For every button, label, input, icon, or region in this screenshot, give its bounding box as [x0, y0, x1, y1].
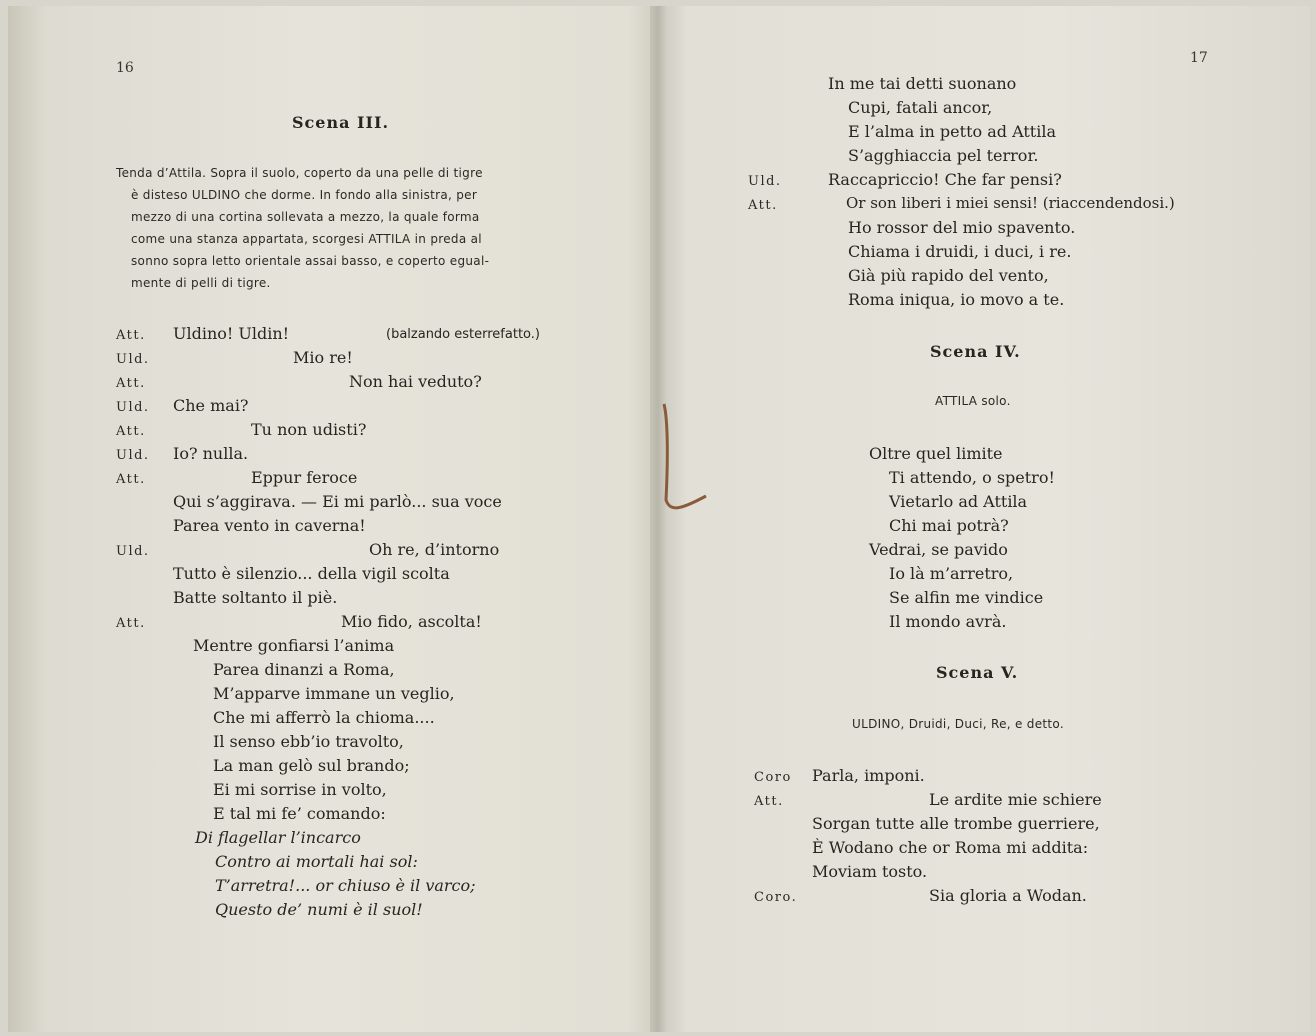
speaker-label: Uld.: [116, 352, 150, 367]
speaker-label: Uld.: [748, 174, 782, 189]
speaker-label: Att.: [748, 198, 778, 213]
scene-title: Scena IV.: [930, 342, 1021, 361]
speaker-label: Att.: [754, 794, 784, 809]
dialogue-line: Eppur feroce: [251, 468, 358, 487]
stage-direction-line: è disteso ULDINO che dorme. In fondo alla sinistra, per: [131, 188, 478, 202]
verse-line: Che mi afferrò la chioma....: [213, 708, 435, 727]
italic-verse-line: Questo de’ numi è il suol!: [215, 900, 423, 919]
dialogue-line: È Wodano che or Roma mi addita:: [812, 838, 1089, 857]
stage-direction-line: mezzo di una cortina sollevata a mezzo, la quale forma: [131, 210, 480, 224]
binding-thread: [660, 400, 710, 520]
stage-direction-line: come una stanza appartata, scorgesi ATTILA in preda al: [131, 232, 482, 246]
dialogue-line: Uldino! Uldin!: [173, 324, 290, 343]
page-number-left: 16: [116, 60, 134, 76]
dialogue-line: Ho rossor del mio spavento.: [848, 218, 1076, 237]
dialogue-line: Tutto è silenzio... della vigil scolta: [173, 564, 450, 583]
page-number-right: 17: [1190, 50, 1208, 66]
speaker-label: Uld.: [116, 544, 150, 559]
speaker-label: Att.: [116, 616, 146, 631]
dialogue-line: Batte soltanto il piè.: [173, 588, 338, 607]
verse-line: Se alfin me vindice: [889, 588, 1044, 607]
verse-line: Parea dinanzi a Roma,: [213, 660, 395, 679]
dialogue-line: Sorgan tutte alle trombe guerriere,: [812, 814, 1100, 833]
italic-verse-line: Contro ai mortali hai sol:: [215, 852, 418, 871]
dialogue-line: Mio re!: [293, 348, 353, 367]
dialogue-line: Mio fido, ascolta!: [341, 612, 482, 631]
speaker-label: Uld.: [116, 400, 150, 415]
speaker-label: Att.: [116, 472, 146, 487]
speaker-label: Att.: [116, 328, 146, 343]
verse-line: La man gelò sul brando;: [213, 756, 410, 775]
italic-verse-line: Di flagellar l’incarco: [195, 828, 361, 847]
dialogue-line: Non hai veduto?: [349, 372, 482, 391]
italic-verse-line: T’arretra!... or chiuso è il varco;: [215, 876, 476, 895]
verse-line: S’agghiaccia pel terror.: [848, 146, 1039, 165]
verse-line: Ei mi sorrise in volto,: [213, 780, 387, 799]
verse-line: Vietarlo ad Attila: [889, 492, 1028, 511]
stage-direction-line: ATTILA solo.: [935, 394, 1011, 408]
dialogue-line: Le ardite mie schiere: [929, 790, 1102, 809]
dialogue-line: Qui s’aggirava. — Ei mi parlò... sua voce: [173, 492, 502, 511]
dialogue-line: Tu non udisti?: [251, 420, 367, 439]
stage-direction-line: ULDINO, Druidi, Duci, Re, e detto.: [852, 717, 1064, 731]
speaker-label: Uld.: [116, 448, 150, 463]
scene-title: Scena V.: [936, 663, 1019, 682]
dialogue-line: Chiama i druidi, i duci, i re.: [848, 242, 1072, 261]
verse-line: Il senso ebb’io travolto,: [213, 732, 404, 751]
stage-direction-line: Tenda d’Attila. Sopra il suolo, coperto da una pelle di tigre: [116, 166, 483, 180]
stage-aside: (balzando esterrefatto.): [386, 327, 540, 342]
verse-line: Io là m’arretro,: [889, 564, 1014, 583]
verse-line: Chi mai potrà?: [889, 516, 1009, 535]
dialogue-line: Già più rapido del vento,: [848, 266, 1049, 285]
verse-line: E l’alma in petto ad Attila: [848, 122, 1056, 141]
verse-line: In me tai detti suonano: [828, 74, 1017, 93]
verse-line: Cupi, fatali ancor,: [848, 98, 993, 117]
dialogue-line: Moviam tosto.: [812, 862, 928, 881]
speaker-label: Coro: [754, 770, 792, 785]
speaker-label: Att.: [116, 424, 146, 439]
verse-line: Oltre quel limite: [869, 444, 1003, 463]
dialogue-line: Or son liberi i miei sensi! (riaccendendosi.): [846, 194, 1175, 212]
dialogue-line: Io? nulla.: [173, 444, 249, 463]
verse-line: Ti attendo, o spetro!: [889, 468, 1055, 487]
dialogue-line: Roma iniqua, io movo a te.: [848, 290, 1065, 309]
speaker-label: Att.: [116, 376, 146, 391]
speaker-label: Coro.: [754, 890, 798, 905]
dialogue-line: Oh re, d’intorno: [369, 540, 500, 559]
dialogue-line: Che mai?: [173, 396, 249, 415]
verse-line: Il mondo avrà.: [889, 612, 1007, 631]
dialogue-line: Raccapriccio! Che far pensi?: [828, 170, 1062, 189]
dialogue-line: Sia gloria a Wodan.: [929, 886, 1087, 905]
dialogue-line: Parla, imponi.: [812, 766, 925, 785]
scene-title: Scena III.: [292, 113, 390, 132]
verse-line: M’apparve immane un veglio,: [213, 684, 455, 703]
dialogue-line: Parea vento in caverna!: [173, 516, 366, 535]
verse-line: E tal mi fe’ comando:: [213, 804, 386, 823]
stage-direction-line: mente di pelli di tigre.: [131, 276, 271, 290]
stage-direction-line: sonno sopra letto orientale assai basso, e coperto egual-: [131, 254, 490, 268]
verse-line: Mentre gonfiarsi l’anima: [193, 636, 395, 655]
verse-line: Vedrai, se pavido: [869, 540, 1008, 559]
